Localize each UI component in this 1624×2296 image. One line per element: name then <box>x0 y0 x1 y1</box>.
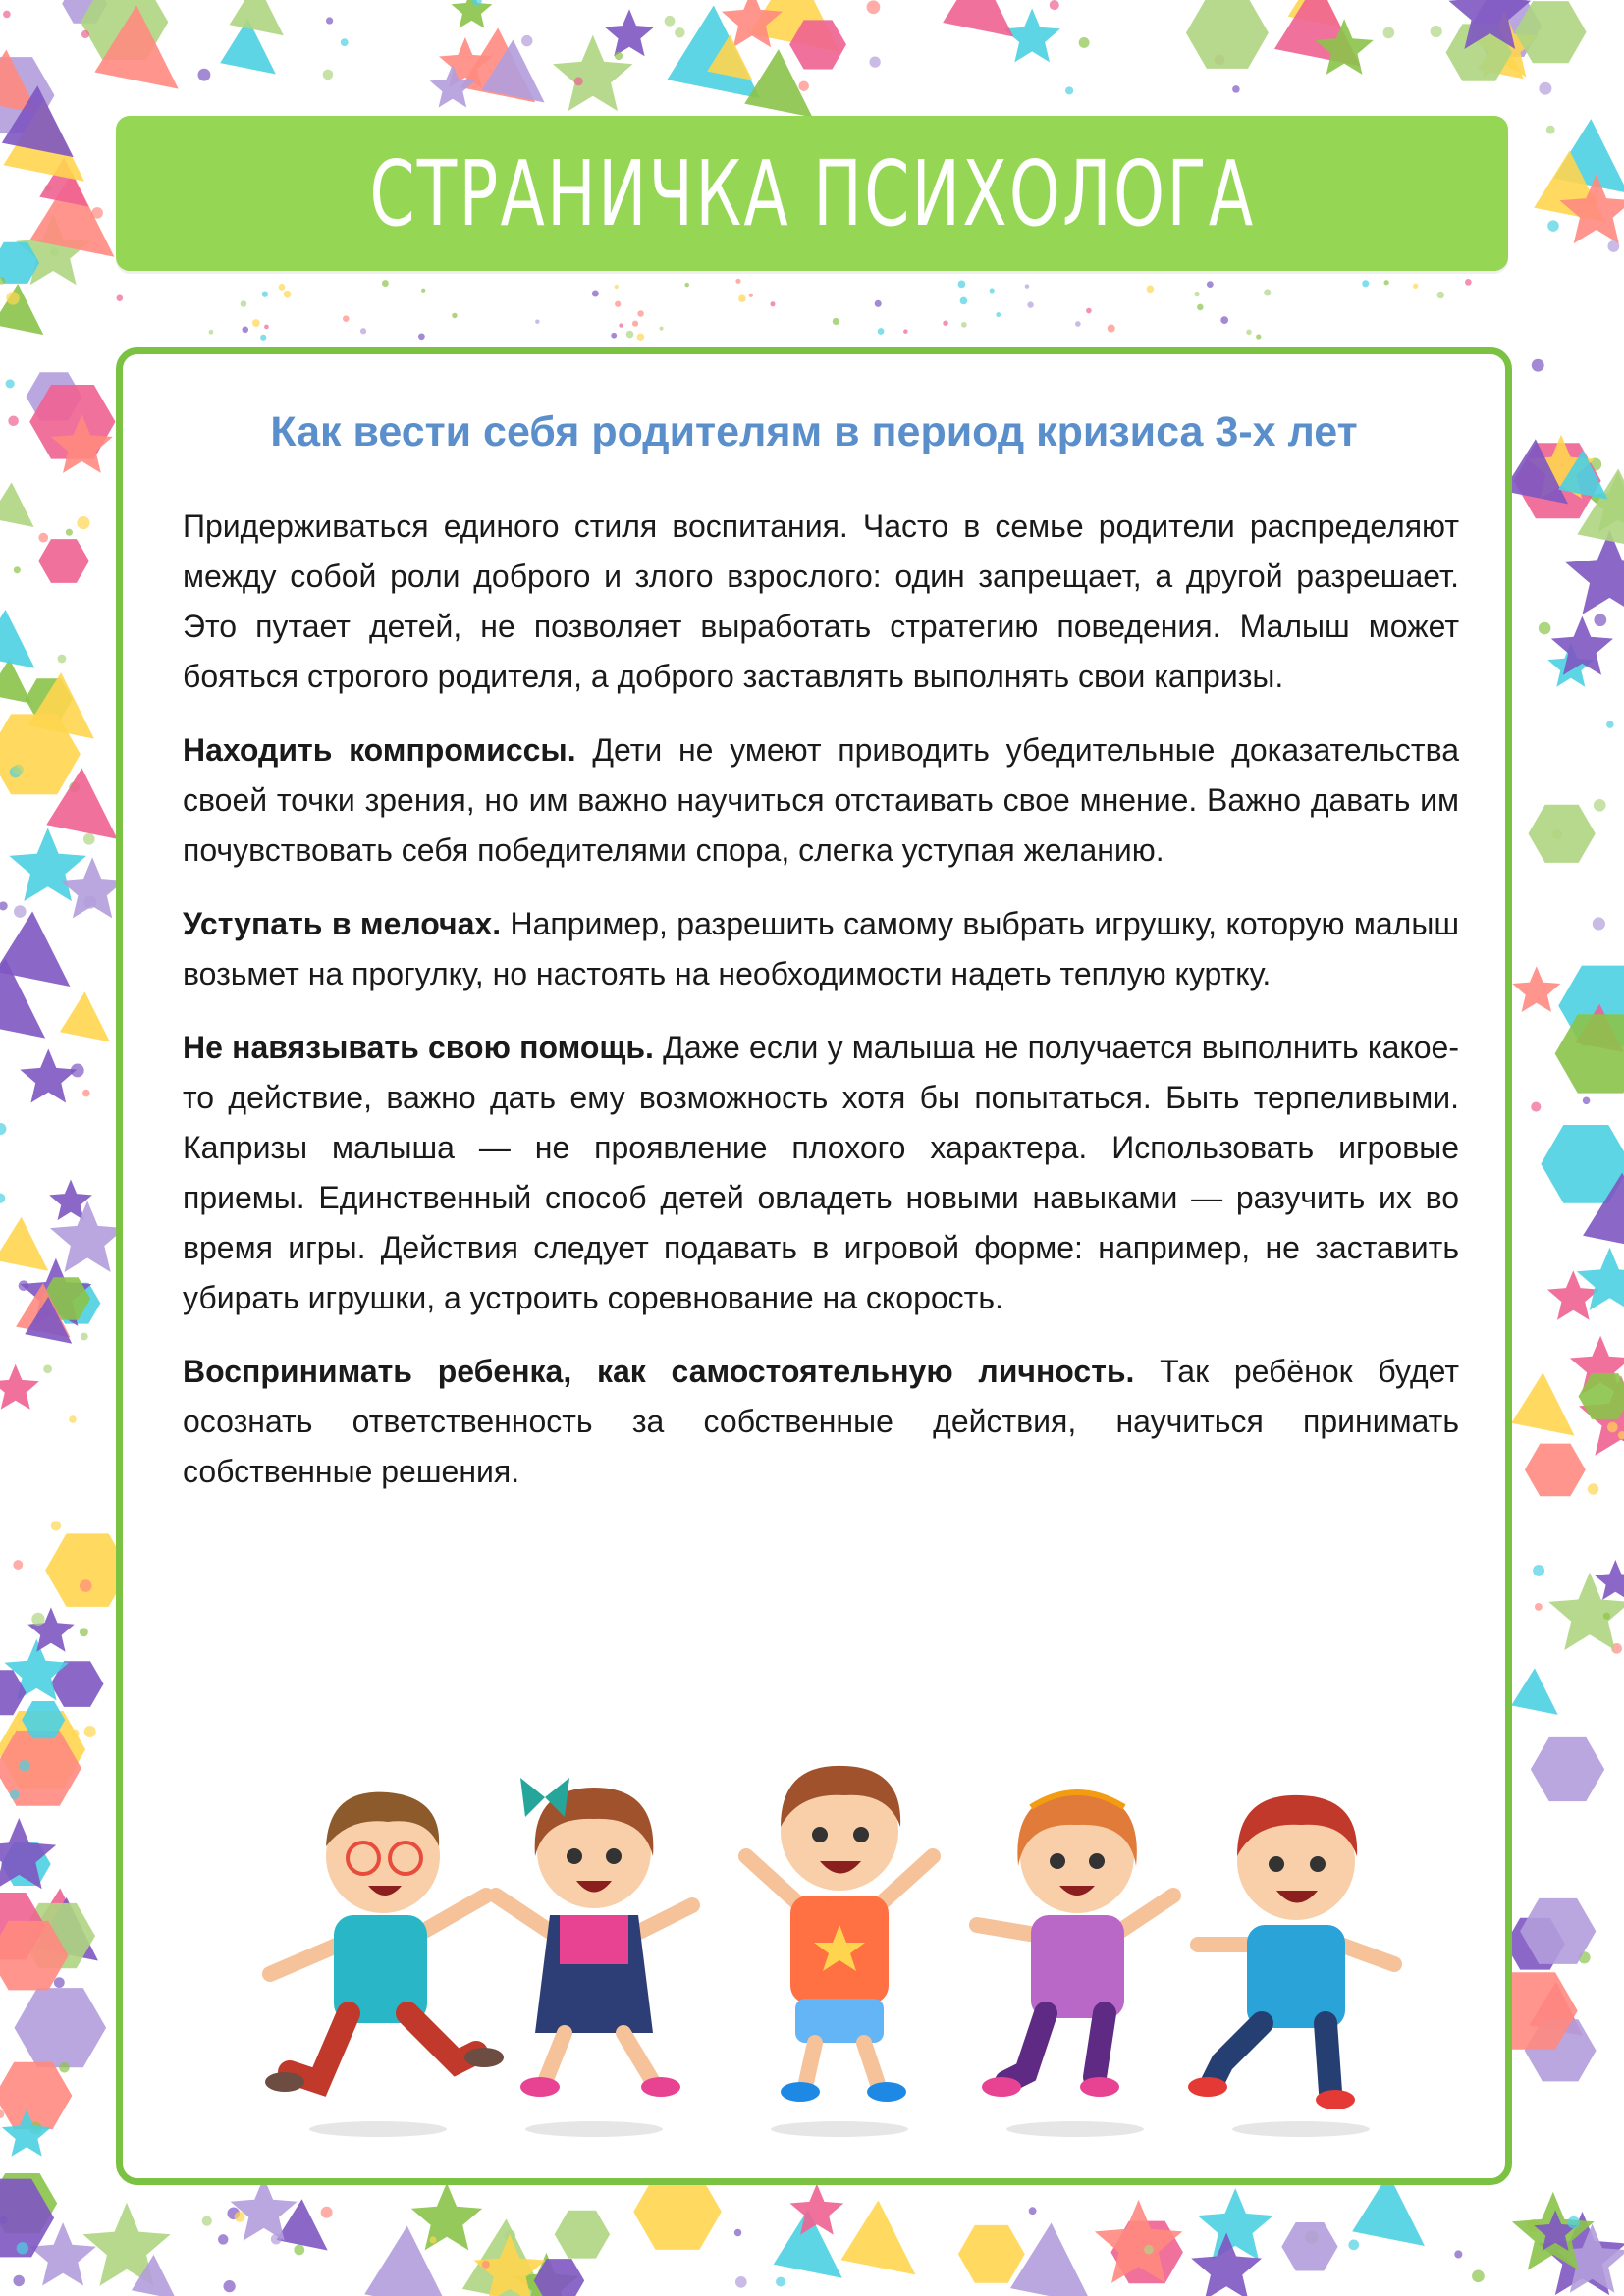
article-body <box>183 502 1459 1521</box>
kid-boy-glasses <box>265 1792 504 2092</box>
paragraph-text: Например, разрешить самому выбрать игрушку, которую малыш возьмет на прогулку, но настоять на необходимости надеть теплую куртку. <box>183 906 1460 991</box>
paragraph-text: Придерживаться единого стиля воспитания. Часто в семье родители распределяют между собой роли доброго и злого взрослого: один запрещает, а другой разрешает. Это путает детей, не позволяет выработать стратегию поведения. Малыш может бояться строгого родителя, а доброго заставлять выполнять свои капризы. <box>183 508 1459 694</box>
article-title: Как вести себя родителям в период кризиса 3-х лет <box>270 408 1358 455</box>
page-title: СТРАНИЧКА ПСИХОЛОГА <box>369 140 1255 246</box>
paragraph-lead: Находить компромиссы. <box>183 732 576 768</box>
paragraph-text: Дети не умеют приводить убедительные доказательства своей точки зрения, но им важно научиться отстаивать свое мнение. Важно давать им почувствовать себя победителями спора, слегка уступая желанию. <box>183 732 1459 868</box>
kid-boy-star <box>746 1766 933 2102</box>
content-card <box>116 347 1512 2185</box>
kid-girl-purple <box>977 1792 1173 2097</box>
jumping-kids-illustration <box>231 1748 1409 2141</box>
paragraph-text: Даже если у малыша не получается выполнить какое-то действие, важно дать ему возможность хотя бы попытаться. Быть терпеливыми. Капризы малыша — не проявление плохого характера. Использовать игровые приемы. Единственный способ детей овладеть новыми навыками — разучить их во время игры. Действия следует подавать в игровой форме: например, не заставить убирать игрушки, а устроить соревнование на скорость. <box>183 1030 1460 1315</box>
paragraph <box>183 725 1459 876</box>
kid-girl-bow <box>496 1778 692 2097</box>
paragraph-lead: Воспринимать ребенка, как самостоятельную личность. <box>183 1354 1135 1389</box>
paragraph <box>183 502 1459 702</box>
paragraph <box>183 1347 1459 1497</box>
kid-boy-blue <box>1188 1795 1394 2109</box>
paragraph <box>183 1023 1459 1323</box>
paragraph-text: Так ребёнок будет осознать ответственность за собственные действия, научиться принимать собственные решения. <box>183 1354 1459 1489</box>
paragraph-lead: Уступать в мелочах. <box>183 906 502 941</box>
header-banner <box>116 116 1508 271</box>
paragraph-lead: Не навязывать свою помощь. <box>183 1030 654 1065</box>
paragraph <box>183 899 1459 999</box>
